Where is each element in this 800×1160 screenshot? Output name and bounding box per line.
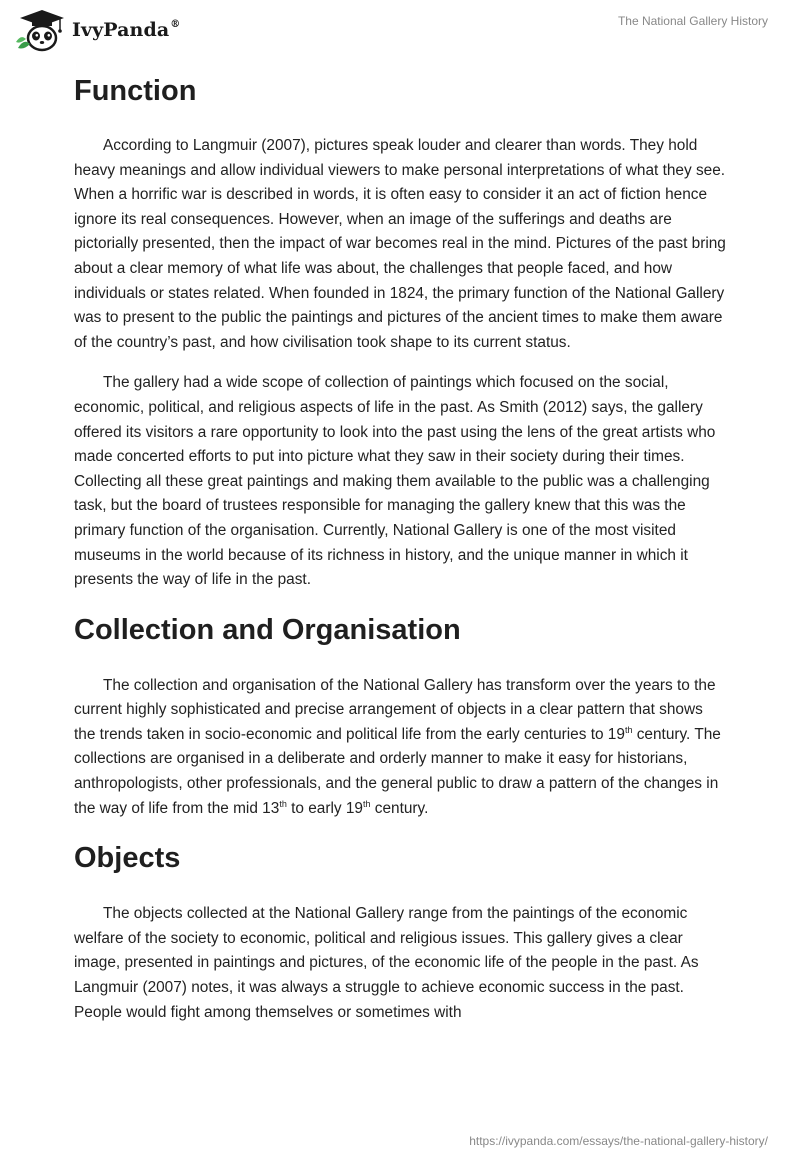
- heading-function: Function: [74, 75, 197, 107]
- document-title: The National Gallery History: [617, 14, 768, 28]
- source-url-link[interactable]: https://ivypanda.com/essays/the-national-gallery-history/: [469, 1134, 768, 1148]
- brand-logo[interactable]: [14, 8, 180, 52]
- article-body: [74, 70, 726, 1025]
- page-header: [0, 0, 800, 56]
- paragraph-collection: The collection and organisation of the National Gallery has transform over the years to the current highly sophisticated and precise arrangement of objects in a clear pattern that shows the trends taken in socio-economic and political life from the early centuries to 19th century. The collections are organised in a deliberate and orderly manner to make it easy for historians, anthropologists, other professionals, and the general public to draw a pattern of the changes in the way of life from the mid 13th to early 19th century.: [74, 676, 721, 817]
- paragraph-objects: The objects collected at the National Gallery range from the paintings of the economic welfare of the society to economic, political and religious issues. This gallery gives a clear image, presented in paintings and pictures, of the economic life of the people in the past. As Langmuir (2007) notes, it was always a struggle to achieve economic success in the past. People would fight among themselves or sometimes with: [74, 905, 699, 1021]
- paragraph-function-1: According to Langmuir (2007), pictures speak louder and clearer than words. They hold heavy meanings and allow individual viewers to make personal interpretations of what they see. When a horrific war is described in words, it is often easy to consider it an act of fiction hence ignore its real consequences. However, when an image of the sufferings and deaths are pictorially presented, then the impact of war becomes real in the mind. Pictures of the past bring about a clear memory of what life was about, the challenges that people faced, and how individuals or states related. When founded in 1824, the primary function of the National Gallery was to present to the public the paintings and pictures of the ancient times to make them aware of the country’s past, and how civilisation took shape to its current status.: [74, 137, 726, 351]
- panda-graduate-icon: [14, 8, 70, 52]
- heading-collection-organisation: Collection and Organisation: [74, 613, 461, 646]
- heading-objects: Objects: [74, 842, 181, 875]
- brand-name: IvyPanda®: [72, 18, 181, 41]
- paragraph-function-2: The gallery had a wide scope of collection of paintings which focused on the social, economic, political, and religious aspects of life in the past. As Smith (2012) says, the gallery offered its visitors a rare opportunity to look into the past using the lens of the great artists who made concerted efforts to put into picture what they saw in their society during their times. Collecting all these great paintings and making them available to the public was a challenging task, but the board of trustees responsible for managing the gallery knew that this was the primary function of the organisation. Currently, National Gallery is one of the most visited museums in the world because of its richness in history, and the unique manner in which it presents the way of life in the past.: [74, 374, 716, 589]
